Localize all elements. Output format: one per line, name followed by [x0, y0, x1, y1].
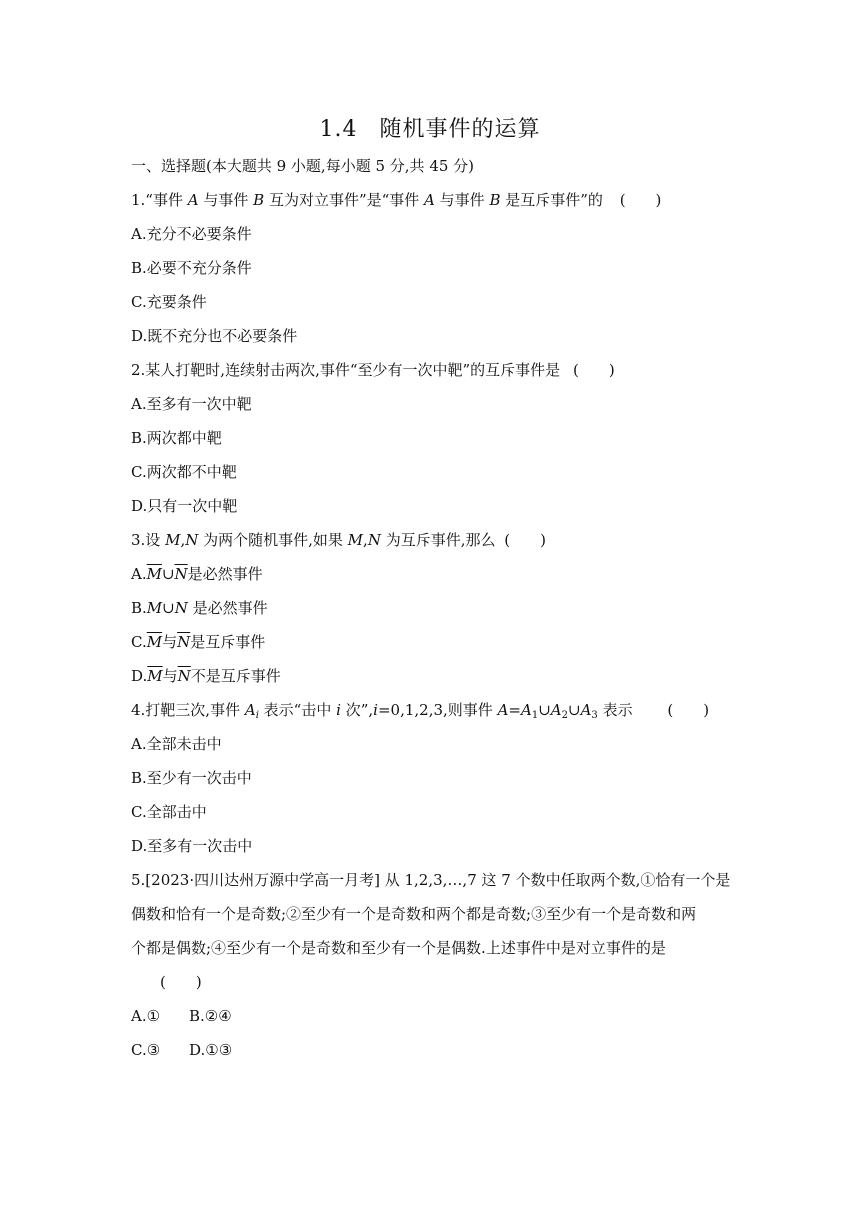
q4-option-a: A.全部未击中 [131, 735, 222, 753]
question-4-stem: 4.打靶三次,事件 $A_i$ 表示“击中 i 次”,i=0,1,2,3,则事件 $A=A_1\cup A_2\cup A_3$ 表示 ( ) [131, 701, 710, 721]
q4-option-d: D.至多有一次击中 [131, 837, 253, 855]
q3-option-c: $C.\overline{M}$与$\overline{N}$是互斥事件 [131, 633, 266, 651]
q5-option-a: A.① [131, 1007, 161, 1025]
q1-option-b: B.必要不充分条件 [131, 259, 252, 277]
question-5-line-1: 5.[2023·四川达州万源中学高一月考] 从 1,2,3,…,7 这 7 个数中任取两个数,①恰有一个是 [131, 871, 731, 889]
q2-option-a: A.至多有一次中靶 [131, 395, 252, 413]
q5-option-c: C.③ [131, 1041, 161, 1059]
q4-option-b: B.至少有一次击中 [131, 769, 252, 787]
q3-option-d: $D.\overline{M}$与$\overline{N}$不是互斥事件 [131, 667, 281, 685]
question-3-stem: 3.设 M,N 为两个随机事件,如果 M,N 为互斥事件,那么 ( ) [131, 531, 546, 549]
q2-option-b: B.两次都中靶 [131, 429, 222, 447]
section-title: 随机事件的运算 [379, 117, 541, 142]
q5-options-row-2 [131, 1040, 232, 1060]
page-title [0, 112, 860, 143]
q3-option-a: $A.\overline{M}\cup\overline{N}$是必然事件 [131, 565, 263, 583]
answer-blank: ( ) [160, 973, 202, 991]
q5-option-b: B.②④ [189, 1007, 232, 1025]
q3-option-b: B.M∪N 是必然事件 [131, 599, 268, 617]
q2-option-d: D.只有一次中靶 [131, 497, 238, 515]
question-5-line-2: 偶数和恰有一个是奇数;②至少有一个是奇数和两个都是奇数;③至少有一个是奇数和两 [131, 905, 697, 923]
section-heading: 一、选择题(本大题共 9 小题,每小题 5 分,共 45 分) [131, 157, 475, 175]
section-number: 1.4 [319, 117, 358, 142]
question-5-line-3: 个都是偶数;④至少有一个是奇数和至少有一个是偶数.上述事件中是对立事件的是 [131, 939, 666, 957]
q5-option-d: D.①③ [189, 1041, 233, 1059]
answer-blank: ( ) [619, 191, 662, 209]
answer-blank: ( ) [504, 531, 546, 549]
q1-option-c: C.充要条件 [131, 293, 207, 311]
question-1-stem: 1.“事件 A 与事件 B 互为对立事件”是“事件 A 与事件 B 是互斥事件”的 ( ) [131, 191, 662, 209]
q2-option-c: C.两次都不中靶 [131, 463, 237, 481]
q5-options-row-1 [131, 1006, 232, 1026]
q1-option-d: D.既不充分也不必要条件 [131, 327, 298, 345]
answer-blank: ( ) [572, 361, 615, 379]
q4-option-c: C.全部击中 [131, 803, 207, 821]
q1-option-a: A.充分不必要条件 [131, 225, 252, 243]
answer-blank: ( ) [667, 701, 710, 719]
question-2-stem: 2.某人打靶时,连续射击两次,事件“至少有一次中靶”的互斥事件是 ( ) [131, 361, 615, 379]
